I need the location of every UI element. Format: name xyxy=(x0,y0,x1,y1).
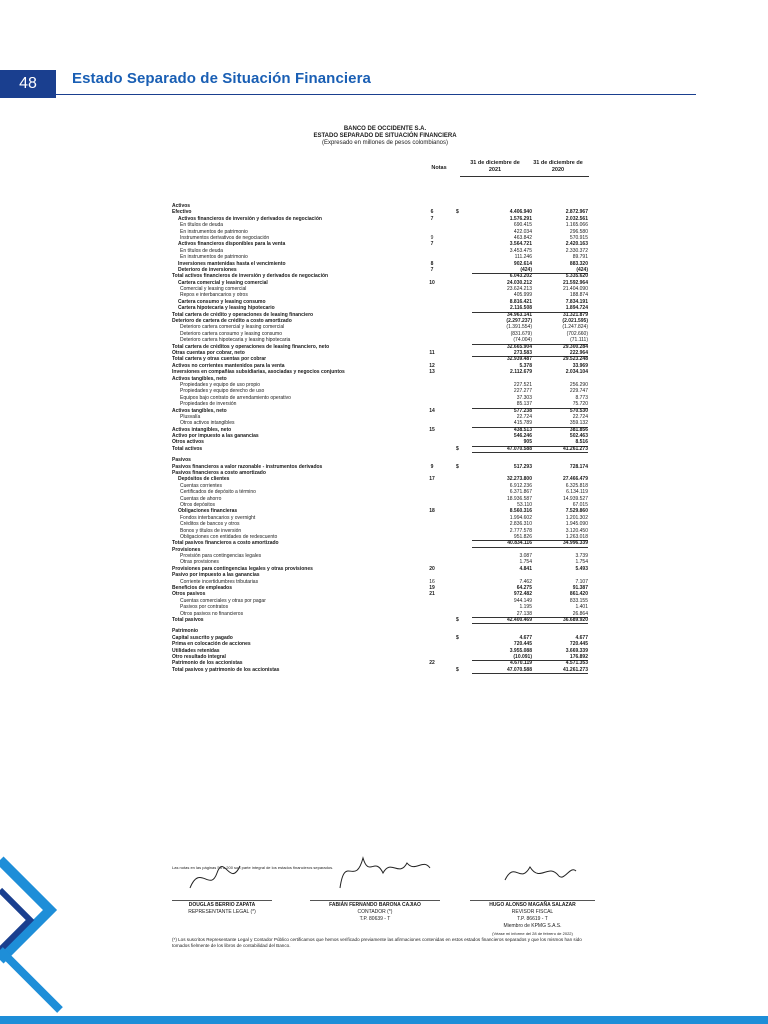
row-value-2021: 42.400.469 xyxy=(472,617,532,624)
notes-column-header: Notas xyxy=(431,165,447,171)
row-label: Obligaciones con entidades de redescuento xyxy=(180,533,278,540)
title-divider xyxy=(56,94,696,95)
footnote: Las notas en las páginas 53 a 200 son parte integral de los estados financieros separados. xyxy=(172,865,334,870)
row-value-2020: 229.747 xyxy=(569,388,588,395)
row-value-2020: (2.021.595) xyxy=(562,318,588,325)
row-note: 8 xyxy=(430,260,434,267)
row-value-2020: 5.493 xyxy=(575,565,588,572)
row-value-2021: 47.070.588 xyxy=(472,446,532,453)
row-note: 15 xyxy=(429,426,435,433)
row-note: 17 xyxy=(429,476,435,483)
column-2020-line1: 31 de diciembre de xyxy=(533,160,583,166)
row-label: Activos tangibles, neto xyxy=(172,407,227,414)
row-label: Fondos interbancarios y overnight xyxy=(180,514,256,521)
row-value-2021: (74.004) xyxy=(472,337,532,344)
row-label: Prima en colocación de acciones xyxy=(172,641,251,648)
row-value-2021: 32.273.800 xyxy=(506,476,532,483)
signature-block-accountant xyxy=(310,900,440,923)
row-note: 22 xyxy=(429,660,435,667)
row-value-2021: (831.679) xyxy=(510,330,532,337)
row-value-2020: 6.134.119 xyxy=(566,489,588,496)
row-value-2020: 36.689.920 xyxy=(527,617,588,624)
balance-sheet-table xyxy=(172,203,592,673)
row-label: Total cartera de crédito y operaciones de leasing financiero xyxy=(172,311,314,318)
row-label: Instrumentos derivativos de negociación xyxy=(180,234,270,241)
row-value-2020: 728.174 xyxy=(569,463,588,470)
row-value-2021: (424) xyxy=(472,267,532,274)
row-value-2020: 176.892 xyxy=(527,654,588,661)
row-value-2020: 1.165.066 xyxy=(565,222,588,229)
row-value-2021: 85.137 xyxy=(472,401,532,408)
row-value-2020: 188.874 xyxy=(569,292,588,299)
row-value-2021: 3.087 xyxy=(519,553,532,560)
signatory-name: FABIÁN FERNANDO BARONA CAJIAO xyxy=(310,900,440,909)
row-value-2020: 883.320 xyxy=(569,260,588,267)
row-value-2020: 41.261.273 xyxy=(527,667,588,674)
row-note: 16 xyxy=(429,578,435,585)
row-currency: $ xyxy=(456,209,459,216)
row-value-2020: 2.420.163 xyxy=(565,241,588,248)
row-label: Depósitos de clientes xyxy=(178,476,230,483)
row-label: Cuentas corrientes xyxy=(180,482,222,489)
row-value-2021: 111.246 xyxy=(514,254,532,261)
row-value-2021: 53.110 xyxy=(517,501,532,508)
row-value-2021: 273.583 xyxy=(472,350,532,357)
signatory-role: REVISOR FISCAL xyxy=(511,909,554,915)
row-value-2020: 91.387 xyxy=(572,585,588,592)
row-value-2020: 5.335.620 xyxy=(565,273,588,280)
row-label: Otro resultado integral xyxy=(172,653,226,660)
column-2021-line1: 31 de diciembre de xyxy=(470,160,520,166)
row-label: Beneficios de empleados xyxy=(172,585,233,592)
row-value-2020: 21.404.090 xyxy=(562,286,588,293)
row-label: Pasivos por contratos xyxy=(180,604,229,611)
row-label: En títulos de deuda xyxy=(180,222,224,229)
row-label: Deterioro cartera comercial y leasing comercial xyxy=(180,324,285,331)
row-value-2020: 381.856 xyxy=(569,426,588,433)
row-value-2020: 256.290 xyxy=(569,381,588,388)
column-2020-line2: 2020 xyxy=(551,167,565,173)
row-label: Plusvalía xyxy=(180,413,201,420)
row-value-2020: 2.032.561 xyxy=(565,215,588,222)
row-currency: $ xyxy=(456,617,459,623)
signatory-role: CONTADOR (*) xyxy=(357,909,393,915)
row-label: Obligaciones financieras xyxy=(178,508,238,515)
row-value-2020: 29.300.284 xyxy=(562,343,588,350)
row-label: Corriente incertidumbres tributarias xyxy=(180,578,259,585)
signatory-firm: Miembro de KPMG S.A.S. xyxy=(503,923,562,929)
column-2021-line2: 2021 xyxy=(488,167,502,173)
row-value-2021: 438.513 xyxy=(513,426,532,433)
row-note: 10 xyxy=(429,279,435,286)
signatory-name: DOUGLAS BERRIO ZAPATA xyxy=(172,900,272,909)
row-value-2020: 4.677 xyxy=(575,634,588,641)
page-number: 48 xyxy=(0,70,56,98)
row-value-2020: 89.791 xyxy=(572,254,588,261)
signature-block-auditor xyxy=(470,900,595,937)
row-label: Otros depósitos xyxy=(180,501,216,508)
row-value-2020: 75.720 xyxy=(527,401,588,408)
row-label: Total activos financieros de inversión y derivados de negociación xyxy=(172,273,329,280)
row-value-2021: 546.246 xyxy=(513,433,532,440)
row-label: En instrumentos de patrimonio xyxy=(180,228,248,235)
row-value-2020: 861.420 xyxy=(569,591,588,598)
row-label: Utilidades retenidas xyxy=(172,647,220,654)
row-value-2020: 67.015 xyxy=(572,501,588,508)
row-value-2021: 23.624.213 xyxy=(506,286,532,293)
row-value-2020: 2.330.372 xyxy=(565,247,588,254)
row-value-2020: 33.969 xyxy=(572,362,588,369)
statement-header xyxy=(250,126,520,147)
row-value-2020: (702.660) xyxy=(566,330,588,337)
row-label: Propiedades y equipo derecho de uso xyxy=(180,388,265,395)
signatory-license: T.P. 86619 - T xyxy=(517,916,548,922)
row-note: 12 xyxy=(429,362,435,369)
row-label: Pasivos financieros a costo amortizado xyxy=(172,470,266,477)
row-value-2021: 227.277 xyxy=(513,388,532,395)
statement-unit: (Expresado en millones de pesos colombianos) xyxy=(321,140,449,146)
row-value-2020: 296.580 xyxy=(569,228,588,235)
row-value-2020: 8.516 xyxy=(527,439,588,446)
row-label: Total cartera de créditos y operaciones de leasing financiero, neto xyxy=(172,343,330,350)
row-value-2021: 2.777.578 xyxy=(509,527,532,534)
row-note: 9 xyxy=(430,463,434,470)
row-label: Activos xyxy=(172,203,191,209)
row-value-2020: 34.996.339 xyxy=(527,540,588,547)
row-value-2021: 3.453.475 xyxy=(509,247,532,254)
row-label: Total pasivos xyxy=(172,617,204,623)
row-value-2020: 3.120.450 xyxy=(565,527,588,534)
row-value-2021: 34.963.141 xyxy=(506,311,532,318)
signature-hugo xyxy=(500,855,580,890)
row-label: Pasivos financieros a valor razonable - instrumentos derivados xyxy=(172,463,323,470)
bottom-bar xyxy=(0,1016,768,1024)
row-value-2020: 41.261.273 xyxy=(527,446,588,453)
row-label: Cartera comercial y leasing comercial xyxy=(178,279,268,286)
row-note: 11 xyxy=(429,349,435,356)
row-label: Activos financieros disponibles para la venta xyxy=(178,241,286,248)
row-value-2021: 3.955.088 xyxy=(509,647,532,654)
row-value-2021: 405.999 xyxy=(513,292,532,299)
row-label: Otros pasivos xyxy=(172,591,206,598)
row-value-2021: 1.576.291 xyxy=(509,215,532,222)
row-label: Activos intangibles, neto xyxy=(172,426,232,433)
row-value-2020: 570.915 xyxy=(569,234,588,241)
row-value-2020: 1.754 xyxy=(575,559,588,566)
row-label: En instrumentos de patrimonio xyxy=(180,254,248,261)
row-value-2020: 4.571.353 xyxy=(565,660,588,667)
row-label: Provisiones xyxy=(172,546,201,553)
row-value-2021: 40.834.116 xyxy=(472,540,532,547)
row-value-2021: 1.195 xyxy=(519,604,532,611)
row-value-2021: 22.724 xyxy=(516,413,532,420)
row-label: Deterioro de inversiones xyxy=(178,266,237,273)
row-label: Activos financieros de inversión y derivados de negociación xyxy=(178,215,322,222)
row-label: Otras provisiones xyxy=(180,559,219,566)
row-value-2020: 222.964 xyxy=(527,350,588,357)
row-value-2021: 47.070.588 xyxy=(472,667,532,674)
row-label: Propiedades y equipo de uso propio xyxy=(180,381,261,388)
row-value-2021: 905 xyxy=(472,439,532,446)
row-value-2021: 972.482 xyxy=(513,591,532,598)
row-value-2021: 27.138 xyxy=(472,611,532,618)
row-note: 21 xyxy=(429,591,435,598)
row-note: 9 xyxy=(430,234,434,241)
row-currency: $ xyxy=(456,445,459,452)
row-note: 19 xyxy=(429,585,435,592)
row-label: Inversiones mantenidas hasta el vencimiento xyxy=(178,260,286,267)
row-value-2020: 21.592.964 xyxy=(562,279,588,286)
row-value-2021: 4.670.119 xyxy=(510,660,532,667)
row-label: Patrimonio xyxy=(172,628,199,635)
row-value-2021: 8.560.316 xyxy=(509,508,532,515)
row-value-2021: 32.939.487 xyxy=(506,356,532,363)
row-value-2020: 7.529.860 xyxy=(565,508,588,515)
row-value-2021: 18.936.587 xyxy=(506,495,532,502)
row-label: Activos no corrientes mantenidos para la venta xyxy=(172,362,285,369)
signatory-role: REPRESENTANTE LEGAL (*) xyxy=(188,909,256,915)
row-value-2021: 1.994.602 xyxy=(509,514,532,521)
row-value-2020: (71.111) xyxy=(527,337,588,344)
row-label: Inversiones en compañías subsidiarias, asociadas y negocios conjuntos xyxy=(172,369,345,376)
row-currency: $ xyxy=(456,463,459,470)
row-value-2020: (424) xyxy=(527,267,588,274)
row-value-2020: 2.872.967 xyxy=(565,209,588,216)
row-value-2021: 4.841 xyxy=(519,565,532,572)
row-label: Provisiones para contingencias legales y otras provisiones xyxy=(172,565,313,572)
row-value-2021: 2.836.310 xyxy=(509,521,532,528)
row-value-2020: 833.155 xyxy=(569,597,588,604)
row-value-2020: 3.739 xyxy=(575,553,588,560)
row-value-2021: 690.415 xyxy=(513,222,532,229)
row-label: Total pasivos financieros a costo amortizado xyxy=(172,540,279,547)
row-value-2020: 720.445 xyxy=(569,641,588,648)
row-currency: $ xyxy=(456,666,459,673)
row-value-2020: 7.107 xyxy=(575,578,588,585)
row-value-2021: 227.521 xyxy=(513,381,532,388)
row-label: Certificados de depósito a término xyxy=(180,489,256,496)
row-value-2020: 1.945.090 xyxy=(565,521,588,528)
row-note: 14 xyxy=(429,407,435,414)
row-value-2020: (1.247.824) xyxy=(562,324,588,331)
bank-name: BANCO DE OCCIDENTE S.A. xyxy=(343,126,427,132)
row-label: Cuentas de ahorro xyxy=(180,495,222,502)
row-label: Otras cuentas por cobrar, neto xyxy=(172,349,245,356)
row-value-2021: 463.842 xyxy=(513,234,532,241)
row-label: Otros activos xyxy=(172,439,204,446)
row-value-2021: 720.445 xyxy=(513,641,532,648)
row-note: 13 xyxy=(429,369,435,376)
row-value-2020: 6.325.818 xyxy=(565,482,588,489)
row-label: Deterioro de cartera de crédito a costo amortizado xyxy=(172,318,292,325)
row-value-2021: 7.462 xyxy=(519,578,532,585)
row-label: Propiedades de inversión xyxy=(180,401,237,408)
row-value-2021: 415.789 xyxy=(472,420,532,427)
statement-name: ESTADO SEPARADO DE SITUACIÓN FINANCIERA xyxy=(313,133,457,139)
row-value-2021: 32.665.904 xyxy=(506,343,532,350)
statement-row xyxy=(172,667,592,673)
row-label: Comercial y leasing comercial xyxy=(180,286,247,293)
row-note: 7 xyxy=(430,215,434,222)
row-label: Provisión para contingencias legales xyxy=(180,553,262,560)
row-value-2021: 577.238 xyxy=(513,407,532,414)
signatory-report-ref: (Véase mi informe del 28 de febrero de 2022) xyxy=(492,931,573,936)
signature-douglas xyxy=(185,858,245,898)
row-note: 7 xyxy=(430,241,434,248)
signature-block-legal-rep xyxy=(172,900,272,916)
row-value-2021: 1.754 xyxy=(519,559,532,566)
row-note: 18 xyxy=(429,508,435,515)
row-label: Capital suscrito y pagado xyxy=(172,634,233,641)
signatory-license: T.P. 80639 - T xyxy=(359,916,391,922)
row-label: En títulos de deuda xyxy=(180,247,224,254)
row-label: Bonos y títulos de inversión xyxy=(180,527,242,534)
row-value-2021: 517.293 xyxy=(513,463,532,470)
row-value-2021: 944.149 xyxy=(513,597,532,604)
row-label: Efectivo xyxy=(172,209,192,216)
row-value-2021: (2.297.237) xyxy=(506,318,532,325)
row-value-2021: 6.912.236 xyxy=(509,482,532,489)
row-value-2020: 7.834.191 xyxy=(565,298,588,305)
row-value-2021: 8.816.421 xyxy=(509,298,532,305)
row-label: Deterioro cartera hipotecaria y leasing hipotecaria xyxy=(180,337,291,344)
row-value-2020: 31.321.879 xyxy=(562,311,588,318)
row-value-2020: 502.463 xyxy=(569,433,588,440)
row-value-2021: 6.043.202 xyxy=(509,273,532,280)
row-value-2021: 902.614 xyxy=(513,260,532,267)
row-value-2021: (10.091) xyxy=(472,654,532,661)
row-value-2021: 2.112.679 xyxy=(510,369,532,376)
row-value-2020: 14.939.527 xyxy=(562,495,588,502)
row-value-2020: 1.894.724 xyxy=(527,305,588,312)
row-value-2020: 2.034.104 xyxy=(565,369,588,376)
row-label: Total pasivos y patrimonio de los accionistas xyxy=(172,666,280,673)
row-label: Pasivos xyxy=(172,457,191,464)
row-label: Cartera hipotecaria y leasing hipotecario xyxy=(178,305,275,312)
row-value-2020: 22.724 xyxy=(572,413,588,420)
row-value-2020: 359.132 xyxy=(527,420,588,427)
row-value-2020: 26.864 xyxy=(527,611,588,618)
row-value-2021: 37.303 xyxy=(516,394,532,401)
signature-fabian xyxy=(335,848,435,893)
row-note: 20 xyxy=(429,565,435,572)
page-title: Estado Separado de Situación Financiera xyxy=(72,70,371,87)
row-label: Cuentas comerciales y otras por pagar xyxy=(180,597,266,604)
row-label: Total activos xyxy=(172,445,203,452)
row-value-2020: 3.669.339 xyxy=(565,647,588,654)
row-label: Otros pasivos no financieros xyxy=(180,610,244,617)
row-value-2021: 4.677 xyxy=(519,634,532,641)
row-value-2021: 2.116.508 xyxy=(472,305,532,312)
row-value-2020: 27.466.479 xyxy=(562,476,588,483)
row-value-2021: (1.391.554) xyxy=(506,324,532,331)
row-value-2020: 570.530 xyxy=(569,407,588,414)
row-value-2021: 64.275 xyxy=(516,585,532,592)
row-value-2021: 24.030.212 xyxy=(506,279,532,286)
row-label: Pasivo por impuesto a las ganancias xyxy=(172,572,260,579)
row-label: Cartera consumo y leasing consumo xyxy=(178,298,266,305)
signatory-name: HUGO ALONSO MAGAÑA SALAZAR xyxy=(470,900,595,909)
row-value-2020: 1.401 xyxy=(575,604,588,611)
row-label: Repos e interbancarios y otros xyxy=(180,292,248,299)
row-value-2020: 8.773 xyxy=(575,394,588,401)
row-label: Otros activos intangibles xyxy=(180,420,235,427)
row-value-2020: 1.263.018 xyxy=(527,534,588,541)
disclaimer: (*) Los suscritos Representante Legal y Contador Público certificamos que hemos verificado previamente las afirmaciones contenidas en estos estados financieros separados y que los mismos han sido tomados fielmente de los libros de contabilidad del Banco. xyxy=(172,937,582,948)
row-value-2021: 422.034 xyxy=(513,228,532,235)
row-value-2021: 6.371.867 xyxy=(509,489,532,496)
column-2021-header xyxy=(460,160,530,177)
row-label: Créditos de bancos y otros xyxy=(180,521,240,528)
row-value-2020: 1.201.302 xyxy=(565,514,588,521)
row-value-2021: 951.826 xyxy=(472,534,532,541)
row-label: Equipos bajo contrato de arrendamiento operativo xyxy=(180,394,291,401)
row-label: Patrimonio de los accionistas xyxy=(172,660,243,667)
decorative-chevrons xyxy=(0,820,70,1020)
row-label: Total cartera y otras cuentas por cobrar xyxy=(172,356,267,363)
row-note: 6 xyxy=(430,209,434,216)
row-label: Deterioro cartera consumo y leasing consumo xyxy=(180,330,282,337)
row-label: Activo por impuesto a las ganancias xyxy=(172,433,259,440)
row-currency: $ xyxy=(456,634,459,641)
row-note: 7 xyxy=(430,266,434,273)
row-value-2021: 5.378 xyxy=(519,362,532,369)
row-label: Activos tangibles, neto xyxy=(172,375,227,382)
column-2020-header xyxy=(527,160,589,177)
row-value-2020: 29.523.248 xyxy=(562,356,588,363)
row-value-2021: 3.564.721 xyxy=(509,241,532,248)
row-value-2021: 4.406.940 xyxy=(509,209,532,216)
